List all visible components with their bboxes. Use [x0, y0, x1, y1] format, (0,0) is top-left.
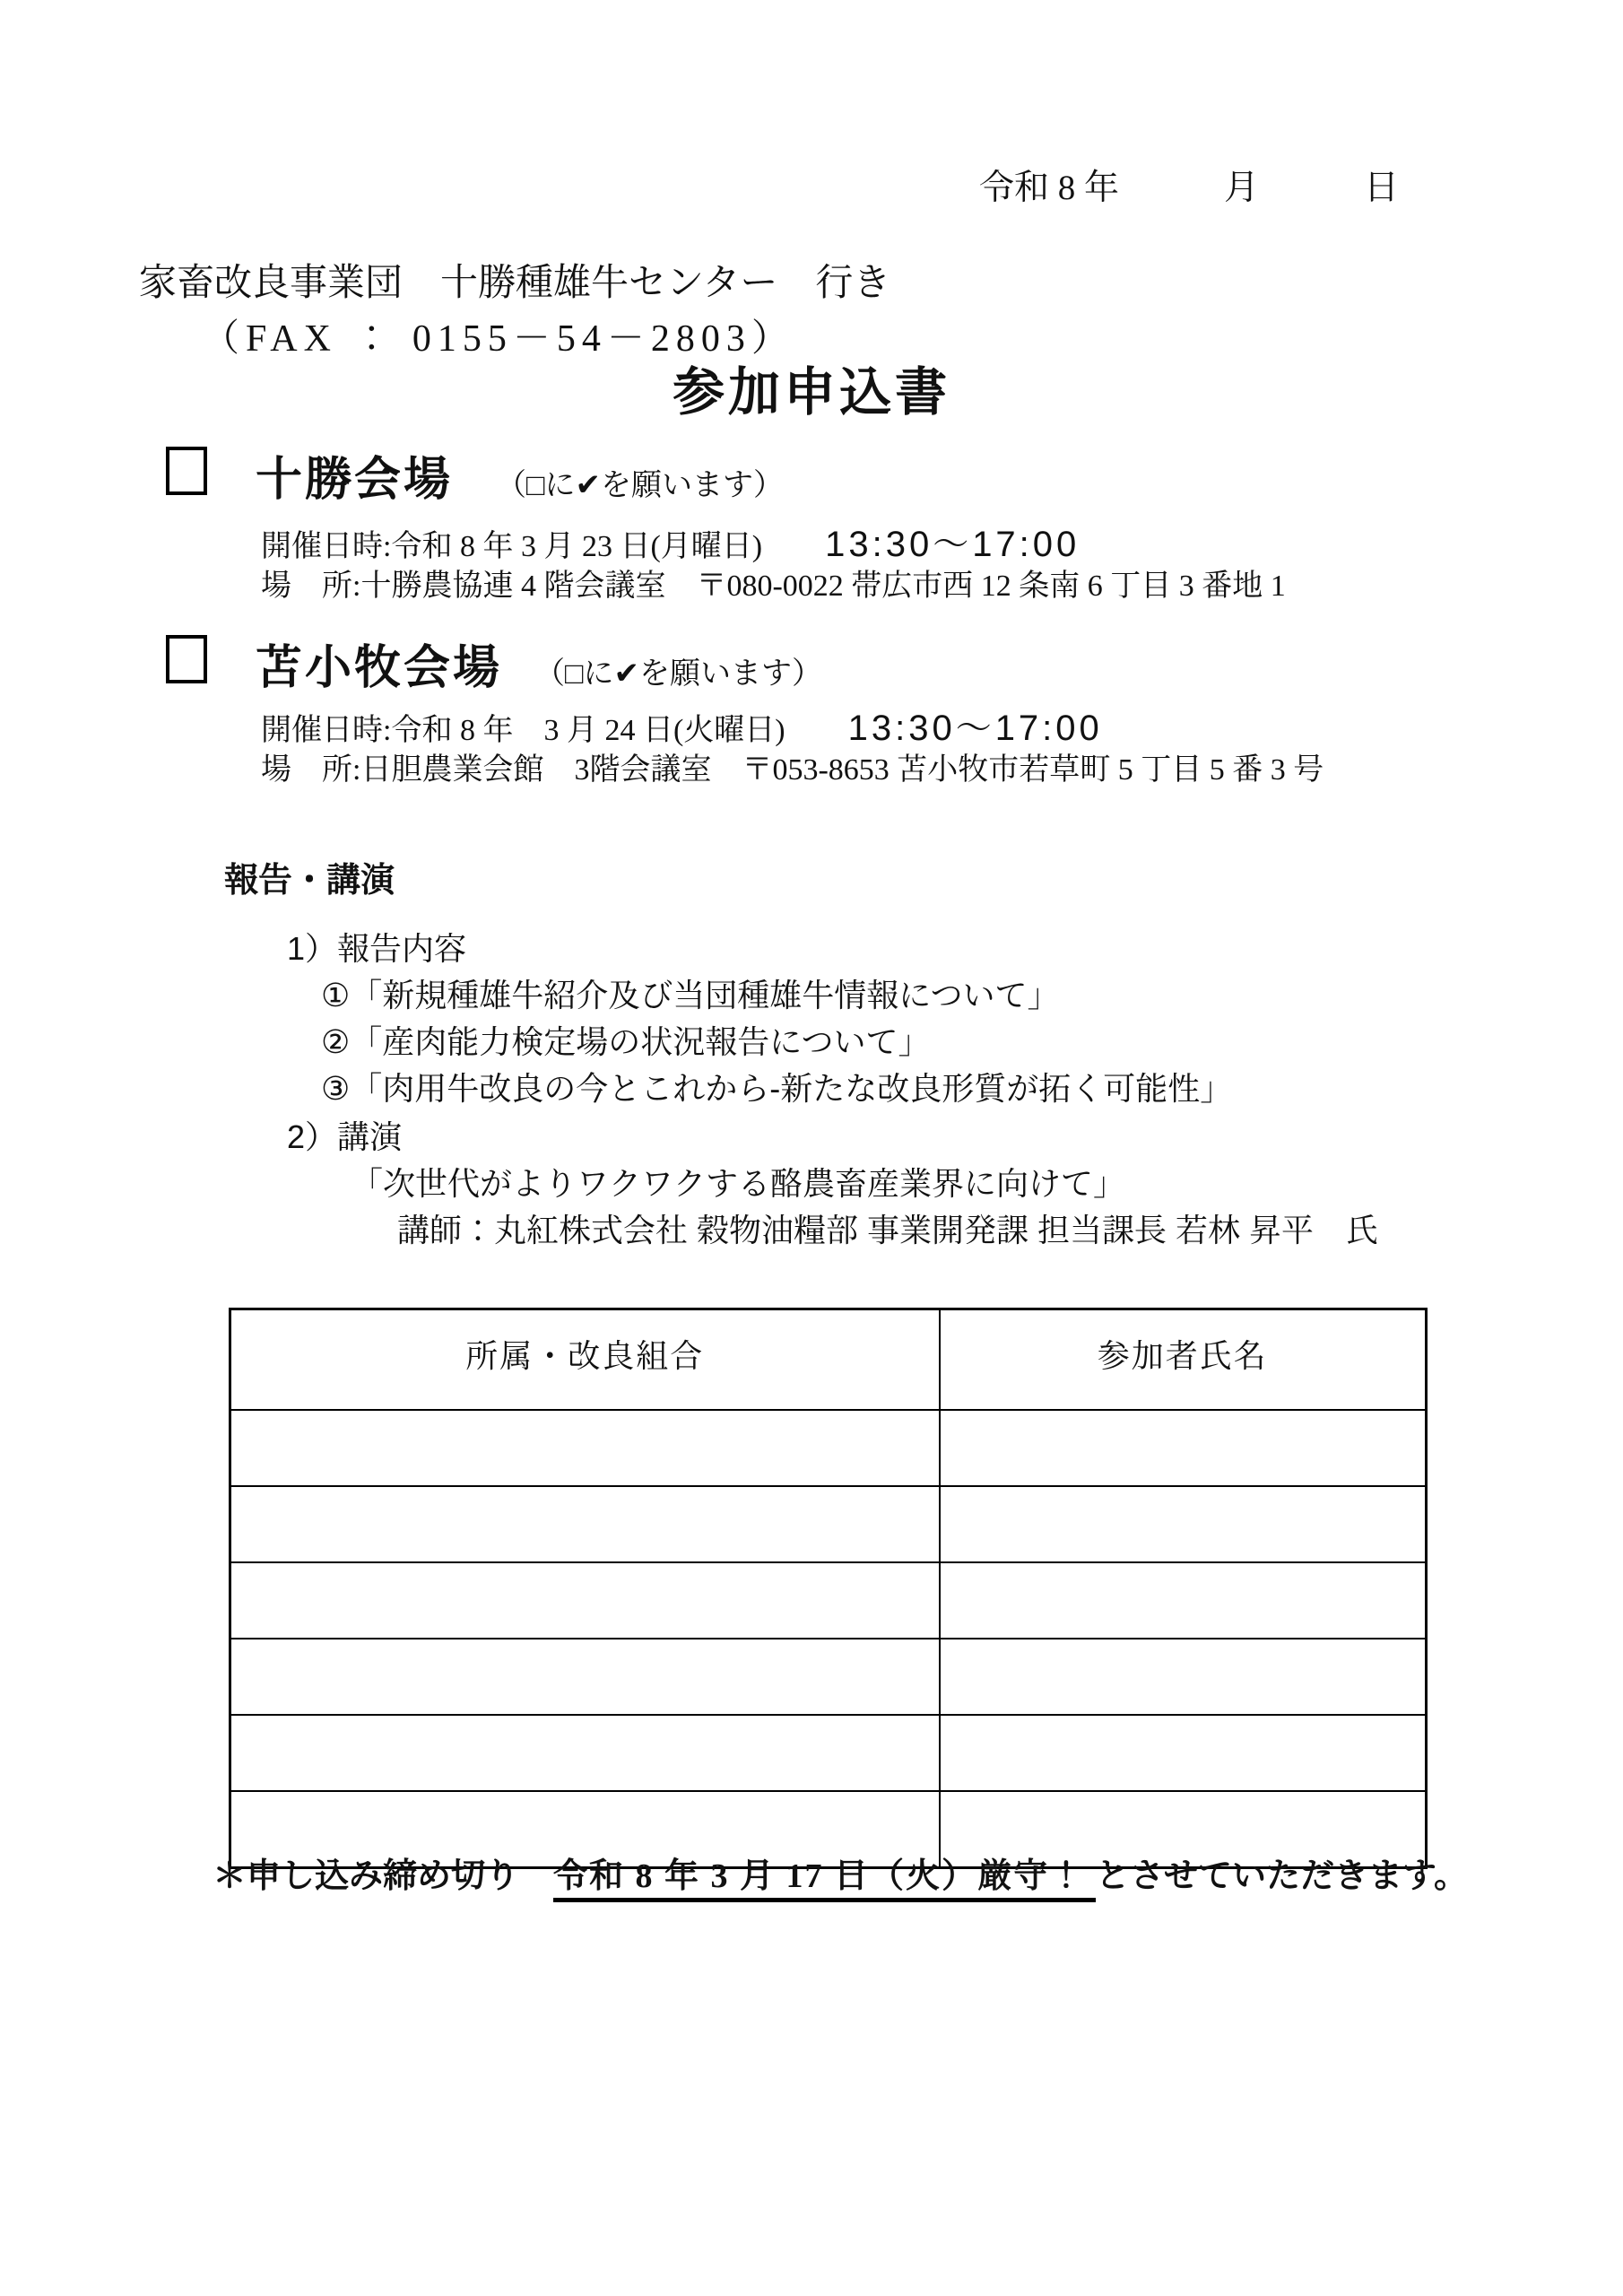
lecture-label: 2）講演	[287, 1118, 403, 1155]
venue-section-tokachi	[166, 441, 784, 509]
program-heading: 報告・講演	[224, 862, 395, 900]
venue-datetime	[261, 516, 1080, 567]
header-participant-name: 参加者氏名	[940, 1309, 1427, 1411]
venue-name: 十勝会場	[256, 454, 454, 506]
venue-place: 場 所:日胆農業会館 3階会議室 〒053-8653 苫小牧市若草町 5 丁目 5 番 3 号	[261, 753, 1324, 787]
affiliation-cell[interactable]	[230, 1715, 940, 1791]
deadline-prefix: ＊申し込み締め切り	[213, 1857, 554, 1895]
venue-checkbox-tomakomai[interactable]	[166, 635, 207, 683]
addressee-line: 家畜改良事業団 十勝種雄牛センター 行き	[139, 261, 891, 303]
venue-place: 場 所:十勝農協連 4 階会議室 〒080-0022 帯広市西 12 条南 6 丁目 3 番地 1	[261, 570, 1286, 603]
participant-name-cell[interactable]	[940, 1715, 1427, 1791]
venue-checkbox-tokachi[interactable]	[166, 447, 207, 495]
participant-name-cell[interactable]	[940, 1639, 1427, 1715]
affiliation-cell[interactable]	[230, 1562, 940, 1639]
checkbox-instruction: （□に✔を願います）	[496, 468, 785, 502]
venue-datetime-text: 開催日時:令和 8 年 3 月 23 日(月曜日)	[261, 530, 763, 563]
deadline-note	[213, 1848, 1468, 1897]
table-row	[230, 1562, 1427, 1639]
table-header-row	[230, 1309, 1427, 1411]
affiliation-cell[interactable]	[230, 1639, 940, 1715]
report-item-3: ③「肉用牛改良の今とこれから-新たな改良形質が拓く可能性」	[321, 1070, 1233, 1107]
deadline-date: 令和 8 年 3 月 17 日（火）厳守！	[553, 1857, 1096, 1902]
signup-table-body	[230, 1410, 1427, 1868]
page-date: 令和 8 年 月 日	[978, 169, 1399, 207]
affiliation-cell[interactable]	[230, 1410, 940, 1486]
fax-line: （FAX ： 0155－54－2803）	[202, 318, 795, 360]
participant-name-cell[interactable]	[940, 1410, 1427, 1486]
venue-time: 13:30～17:00	[847, 709, 1103, 748]
signup-table	[229, 1308, 1428, 1869]
table-row	[230, 1639, 1427, 1715]
venue-name: 苫小牧会場	[256, 642, 503, 694]
venue-datetime-text: 開催日時:令和 8 年 3 月 24 日(火曜日)	[261, 714, 785, 747]
table-row	[230, 1410, 1427, 1486]
page-title: 参加申込書	[672, 363, 950, 422]
venue-section-tomakomai	[166, 630, 822, 697]
signup-table-container	[229, 1275, 1428, 1885]
report-item-2: ②「産肉能力検定場の状況報告について」	[321, 1023, 931, 1060]
header-affiliation: 所属・改良組合	[230, 1309, 940, 1411]
deadline-suffix: とさせていただきます。	[1096, 1857, 1468, 1895]
venue-time: 13:30～17:00	[825, 525, 1081, 564]
table-row	[230, 1486, 1427, 1562]
affiliation-cell[interactable]	[230, 1486, 940, 1562]
lecturer-line: 講師：丸紅株式会社 穀物油糧部 事業開発課 担当課長 若林 昇平 氏	[397, 1212, 1379, 1248]
checkbox-instruction: （□に✔を願います）	[534, 657, 823, 691]
participant-name-cell[interactable]	[940, 1562, 1427, 1639]
table-row	[230, 1715, 1427, 1791]
venue-datetime	[261, 700, 1103, 751]
report-item-1: ①「新規種雄牛紹介及び当団種雄牛情報について」	[321, 977, 1060, 1013]
report-label: 1）報告内容	[287, 930, 467, 967]
participant-name-cell[interactable]	[940, 1486, 1427, 1562]
lecture-title: 「次世代がよりワクワクする酪農畜産業界に向けて」	[351, 1165, 1126, 1202]
